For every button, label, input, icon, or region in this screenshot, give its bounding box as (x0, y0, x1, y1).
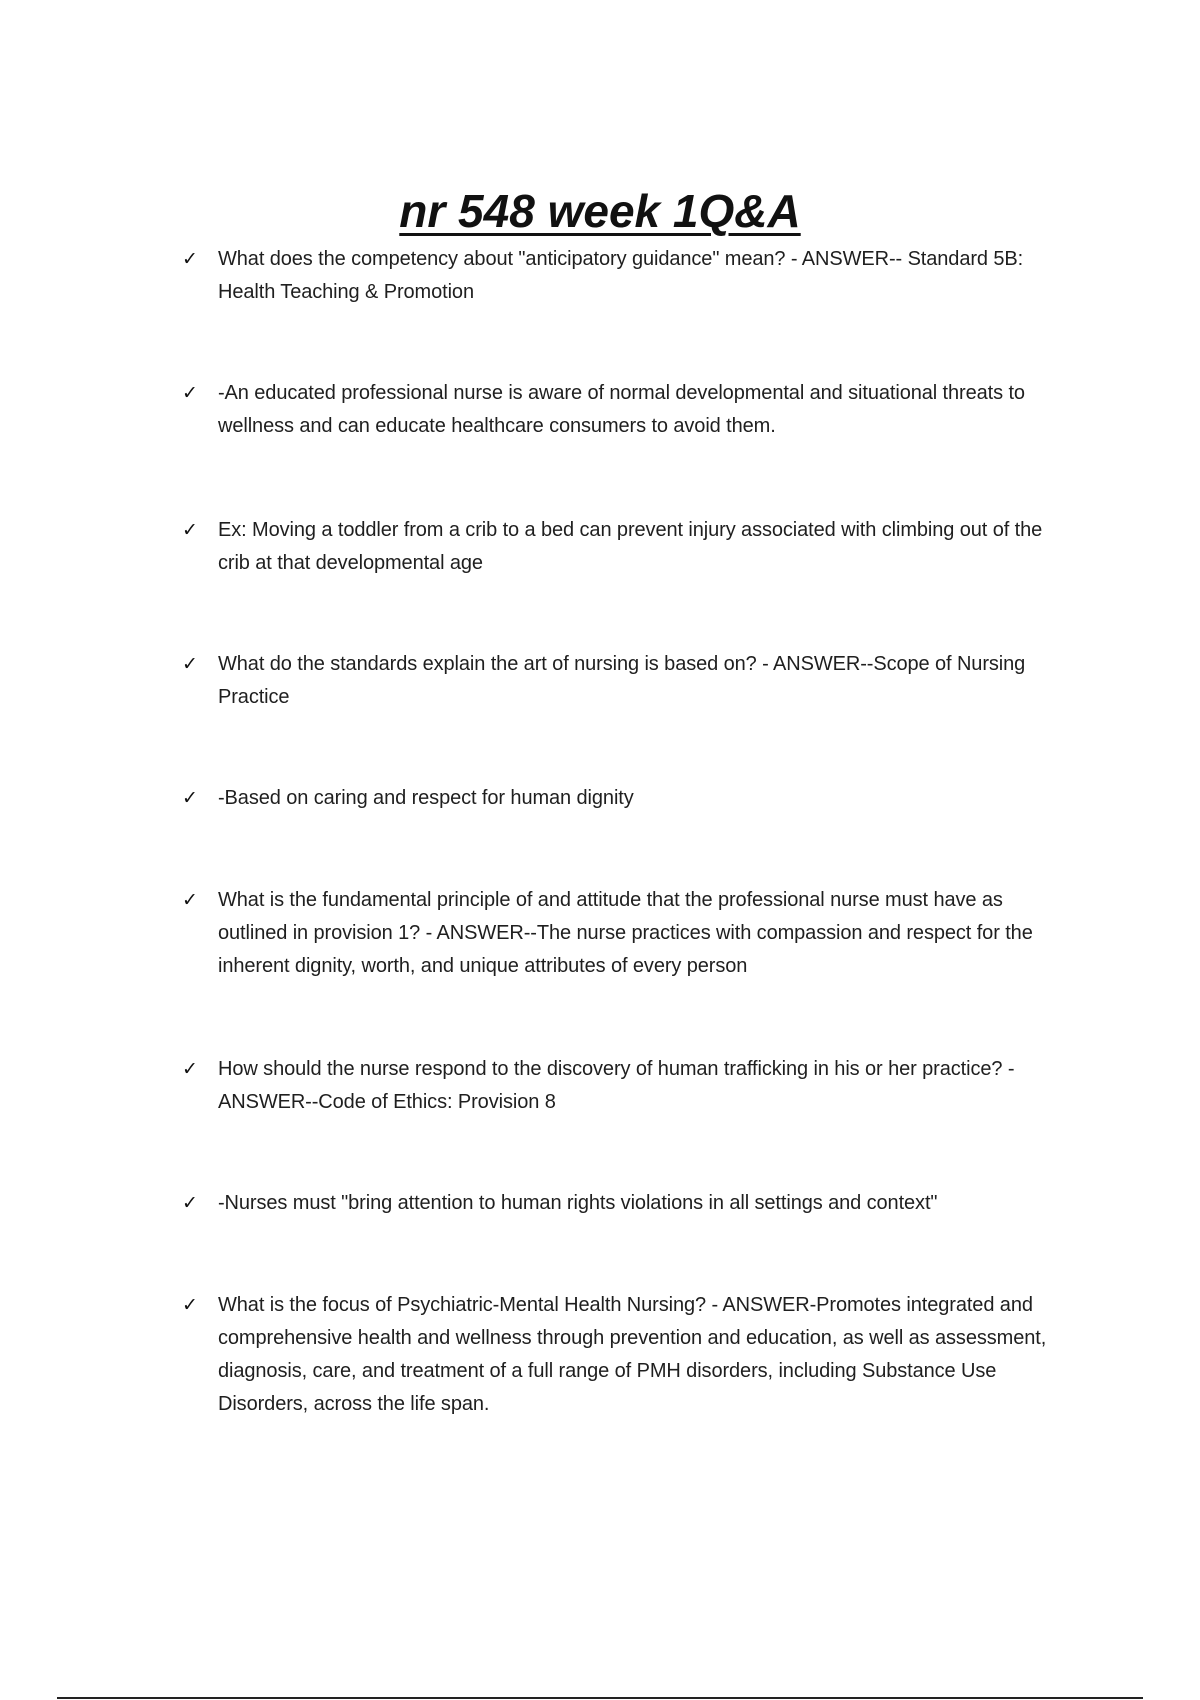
list-item-text: -An educated professional nurse is aware of normal developmental and situational threats to wellness and can educate healthcare consumers to avoid them. (218, 382, 1025, 437)
list-item-text: What does the competency about "anticipatory guidance" mean? - ANSWER-- Standard 5B: Health Teaching & Promotion (218, 248, 1024, 303)
check-icon: ✓ (182, 1192, 198, 1214)
list-item-text: -Nurses must "bring attention to human rights violations in all settings and context" (218, 1192, 938, 1214)
check-icon: ✓ (182, 1294, 198, 1316)
check-icon: ✓ (182, 889, 198, 911)
check-icon: ✓ (182, 519, 198, 541)
list-item-text: Ex: Moving a toddler from a crib to a bed can prevent injury associated with climbing out of the crib at that developmental age (218, 519, 1043, 574)
list-item-text: What is the fundamental principle of and attitude that the professional nurse must have as outlined in provision 1? - ANSWER--The nurse practices with compassion and respect for the inherent dignity, worth, and unique attributes of every person (218, 889, 1033, 977)
list-item-text: -Based on caring and respect for human dignity (218, 787, 634, 809)
check-icon: ✓ (182, 653, 198, 675)
document-title-text: nr 548 week 1Q&A (399, 184, 801, 237)
footer-divider (57, 1697, 1143, 1699)
check-icon: ✓ (182, 787, 198, 809)
check-icon: ✓ (182, 1058, 198, 1080)
list-item-text: What do the standards explain the art of nursing is based on? - ANSWER--Scope of Nursing Practice (218, 653, 1026, 708)
check-icon: ✓ (182, 248, 198, 270)
list-item-text: What is the focus of Psychiatric-Mental Health Nursing? - ANSWER-Promotes integrated and comprehensive health and wellness through prevention and education, as well as assessment, diagnosis, care, and treatment of a full range of PMH disorders, including Substance Use Disorders, across the life span. (218, 1294, 1047, 1415)
list-item-text: How should the nurse respond to the discovery of human trafficking in his or her practice? - ANSWER--Code of Ethics: Provision 8 (218, 1058, 1015, 1113)
check-icon: ✓ (182, 382, 198, 404)
